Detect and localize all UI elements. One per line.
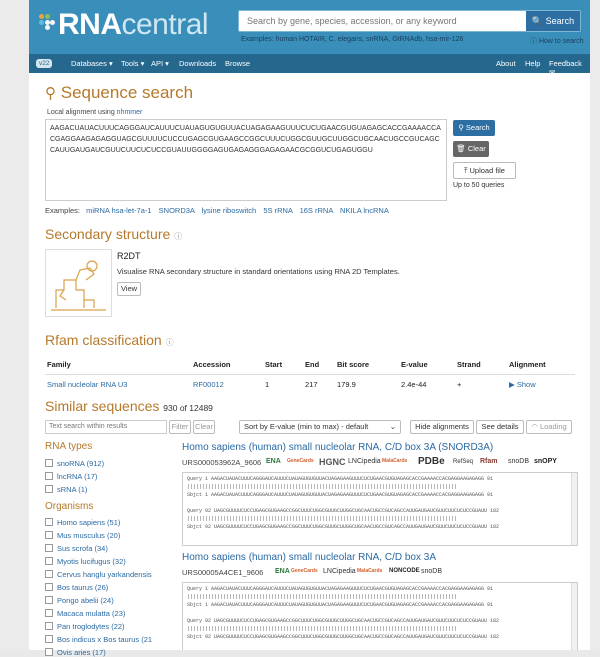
- loading-label: Loading: [539, 422, 567, 431]
- nav-api[interactable]: API ▾: [151, 59, 169, 68]
- secondary-structure-title-text: Secondary structure: [45, 226, 171, 242]
- db-lncipedia-icon[interactable]: LNCipedia: [348, 458, 381, 465]
- rfam-strand: +: [457, 380, 462, 389]
- site-header: [29, 0, 590, 54]
- checkbox[interactable]: [45, 518, 53, 526]
- sort-select[interactable]: [239, 420, 401, 434]
- checkbox[interactable]: [45, 583, 53, 591]
- nav-about[interactable]: About: [496, 59, 516, 68]
- db-genecards-icon[interactable]: GeneCards: [287, 458, 314, 464]
- checkbox[interactable]: [45, 596, 53, 604]
- db-snopy-icon[interactable]: snOPY: [534, 458, 557, 465]
- nav-databases-label: Databases: [71, 59, 107, 68]
- facet-organism-label: Macaca mulatta (23): [57, 609, 126, 618]
- r2dt-name: R2DT: [117, 251, 141, 261]
- checkbox[interactable]: [45, 609, 53, 617]
- rna-types-facet-title: RNA types: [45, 441, 93, 452]
- upload-icon: ⤒: [464, 166, 468, 175]
- rfam-family-link[interactable]: Small nucleolar RNA U3: [47, 380, 128, 389]
- alignment-line: Query 92 UAGCGUUUUCUCCUGAGCGUGAAGCCGGCUUUCUGGCGUUGCUUGGCUGCAACUGCCGUCAGCCAUUGAUGAUCGUUCUUCUCUCCGUAUU 182: [187, 618, 500, 624]
- col-accession: Accession: [191, 357, 263, 375]
- how-to-search-label: How to search: [538, 38, 584, 45]
- rfam-show-alignment-label: Show: [516, 380, 536, 389]
- facet-organism[interactable]: [45, 648, 106, 657]
- play-icon: ▶: [509, 380, 515, 389]
- checkbox[interactable]: [45, 648, 53, 656]
- facet-organism-label: Homo sapiens (51): [57, 518, 121, 527]
- col-end: End: [303, 357, 335, 375]
- rfam-table: [45, 357, 575, 394]
- alignment-box[interactable]: [182, 582, 578, 650]
- alignment-scrollbar[interactable]: [571, 473, 577, 545]
- col-alignment: Alignment: [507, 357, 575, 375]
- db-rfam-icon[interactable]: Rfam: [480, 458, 498, 465]
- nhmmer-link[interactable]: nhmmer: [116, 109, 143, 116]
- search-examples-label: Examples:: [241, 36, 274, 43]
- facet-organism-label: Pan troglodytes (22): [57, 622, 125, 631]
- example-lysine-riboswitch[interactable]: lysine riboswitch: [201, 206, 257, 215]
- db-hgnc-icon[interactable]: HGNC: [319, 457, 346, 467]
- table-row: [45, 375, 575, 395]
- checkbox[interactable]: [45, 544, 53, 552]
- rfam-end: 217: [305, 380, 318, 389]
- similar-sequences-title: [45, 398, 213, 414]
- facet-organism[interactable]: [45, 596, 114, 605]
- nav-api-label: API: [151, 59, 164, 68]
- search-icon: ⚲: [458, 123, 464, 132]
- facet-rna-type-label: snoRNA (912): [57, 459, 105, 468]
- right-margin: [590, 0, 600, 650]
- col-evalue: E-value: [399, 357, 455, 375]
- facet-organism-label: Bos indicus x Bos taurus (21: [57, 635, 153, 644]
- facet-organism[interactable]: [45, 583, 108, 592]
- filter-input[interactable]: Text search within results: [45, 420, 167, 434]
- nav-browse[interactable]: Browse: [225, 59, 251, 68]
- help-icon[interactable]: ⓘ: [174, 232, 183, 241]
- rfam-accession-link[interactable]: RF00012: [193, 380, 224, 389]
- alignment-line: [187, 499, 573, 507]
- alignment-line: Sbjct 1 AAGACUAUACUUUCAGGGAUCAUUUCUAUAGUGUGUUACUAGAGAAGUUUCUCUGAACGUGUAGAGCACCGAAAACCACGAGGAAGAGAGG 91: [187, 602, 494, 608]
- example-mirna[interactable]: miRNA hsa-let-7a-1: [86, 206, 152, 215]
- rnacentral-logo-icon: [39, 14, 55, 30]
- rna-structure-icon: [46, 250, 113, 318]
- db-genecards-icon[interactable]: GeneCards: [291, 568, 318, 574]
- col-family: Family: [45, 357, 191, 375]
- alignment-line: ||||||||||||||||||||||||||||||||||||||||||||||||||||||||||||||||||||||||||||||||||||||||||: [187, 516, 458, 522]
- upload-file-button-label: Upload file: [469, 166, 505, 175]
- similar-count: 930 of 12489: [163, 403, 213, 413]
- filter-button[interactable]: Filter: [169, 420, 191, 434]
- facet-organism[interactable]: [45, 544, 108, 553]
- trash-icon: 🗑: [456, 144, 466, 153]
- alignment-scrollbar[interactable]: [571, 583, 577, 650]
- db-malacards-icon[interactable]: MalaCards: [382, 458, 408, 464]
- alignment-line: Query 1 AAGACUAUACUUUCAGGGAUCAUUUCUAUAGUGUGUUACUAGAGAAGUUUCUCUGAACGUGUAGAGCACCGAAAACCACGAGGAAGAGAGG 91: [187, 586, 494, 592]
- help-icon[interactable]: ⓘ: [165, 338, 174, 347]
- facet-rna-type[interactable]: [45, 485, 87, 494]
- global-search-button[interactable]: [526, 11, 580, 31]
- search-examples: [241, 36, 463, 43]
- sequence-examples-label: Examples:: [45, 206, 81, 215]
- up-to-queries: Up to 50 queries: [453, 182, 505, 189]
- version-badge: v22: [36, 59, 52, 68]
- db-ena-icon[interactable]: ENA: [275, 568, 290, 575]
- secondary-structure-title: [45, 226, 182, 242]
- facet-organism[interactable]: [45, 609, 125, 618]
- alignment-line: ||||||||||||||||||||||||||||||||||||||||||||||||||||||||||||||||||||||||||||||||||||||||||: [187, 594, 458, 600]
- logo-central-text: central: [121, 8, 209, 41]
- facet-organism-label: Bos taurus (26): [57, 583, 109, 592]
- how-to-search-link[interactable]: [530, 36, 584, 46]
- facet-organism[interactable]: [45, 635, 152, 644]
- checkbox[interactable]: [45, 622, 53, 630]
- sort-select-value: Sort by E-value (min to max) - default: [244, 422, 369, 431]
- result-urs[interactable]: URS000053962A_9606: [182, 458, 262, 467]
- db-snodb-icon[interactable]: snoDB: [508, 458, 530, 465]
- rfam-title-text: Rfam classification: [45, 332, 162, 348]
- facet-organism-label: Myotis lucifugus (32): [57, 557, 126, 566]
- hide-alignments-button[interactable]: Hide alignments: [410, 420, 474, 434]
- checkbox[interactable]: [45, 472, 53, 480]
- search-examples-links[interactable]: human HOTAIR, C. elegans, snRNA, GtRNAdb, hsa-mir-126: [275, 36, 464, 43]
- alignment-line: Query 1 AAGACUAUACUUUCAGGGAUCAUUUCUAUAGUGUGUUACUAGAGAAGUUUCUCUGAACGUGUAGAGCACCGAAAACCACGAGGAAGAGAGG 91: [187, 476, 494, 482]
- facet-organism-label: Sus scrofa (34): [57, 544, 108, 553]
- facet-organism-label: Cervus hanglu yarkandensis: [57, 570, 152, 579]
- organisms-facet-list: [45, 515, 175, 655]
- alignment-line: Sbjct 1 AAGACUAUACUUUCAGGGAUCAUUUCUAUAGUGUGUUACUAGAGAAGUUUCUCUGAACGUGUAGAGCACCGAAAACCACGAGGAAGAGAGG 91: [187, 492, 494, 498]
- alignment-line: ||||||||||||||||||||||||||||||||||||||||||||||||||||||||||||||||||||||||||||||||||||||||||: [187, 484, 458, 490]
- checkbox[interactable]: [45, 459, 53, 467]
- result-urs[interactable]: URS00005A4CE1_9606: [182, 568, 264, 577]
- facet-rna-type-label: lncRNA (17): [57, 472, 98, 481]
- global-search-input[interactable]: [239, 11, 525, 31]
- main-nav: [29, 54, 590, 73]
- upload-file-button[interactable]: [453, 162, 516, 179]
- facet-organism-label: Ovis aries (17): [57, 648, 106, 657]
- local-alignment-note: [47, 109, 142, 116]
- example-snord3a[interactable]: SNORD3A: [158, 206, 195, 215]
- rfam-start: 1: [265, 380, 270, 389]
- example-nkila-lncrna[interactable]: NKILA lncRNA: [340, 206, 389, 215]
- sequence-examples: [45, 206, 389, 215]
- sequence-search-button[interactable]: [453, 120, 495, 136]
- search-icon: 🔍: [531, 16, 544, 26]
- facet-organism[interactable]: [45, 531, 120, 540]
- help-circle-icon: ⓘ: [530, 38, 537, 45]
- rfam-title: [45, 332, 174, 348]
- result-title-link[interactable]: Homo sapiens (human) small nucleolar RNA, C/D box 3A (SNORD3A): [182, 442, 494, 453]
- loading-indicator: [526, 420, 572, 434]
- alignment-box[interactable]: [182, 472, 578, 546]
- example-16s-rrna[interactable]: 16S rRNA: [299, 206, 333, 215]
- nav-tools-label: Tools: [121, 59, 139, 68]
- facet-organism[interactable]: [45, 622, 125, 631]
- spinner-icon: ◠: [531, 422, 538, 431]
- sequence-textarea[interactable]: AAGACUAUACUUUCAGGGAUCAUUUCUAUAGUGUGUUACUAGAGAAGUUUCUCUGAACGUGUAGAGCACCGAAAACCACGAGGAAGAGAGGUAGCGUUUUCUCCUGAGCGUGAAGCCGGCUUUCUGGCGUUGCUUGGCUGCAACUGCCGUCAGCCAUUGAUGAUCGUUCUUCUCUCCGUAUUGGGGAGUGAGAGGGAGAGAACGCGGUCUGAGUGGU: [45, 119, 447, 201]
- db-refseq-icon[interactable]: RefSeq: [453, 459, 474, 465]
- organisms-facet-title: Organisms: [45, 501, 94, 512]
- sequence-search-button-label: Search: [465, 123, 490, 132]
- left-margin: [0, 0, 29, 650]
- similar-sequences-title-text: Similar sequences: [45, 398, 160, 414]
- facet-organism-label: Pongo abelii (24): [57, 596, 114, 605]
- r2dt-view-button[interactable]: View: [117, 282, 141, 296]
- db-noncode-icon[interactable]: NONCODE: [389, 568, 420, 574]
- db-malacards-icon[interactable]: MalaCards: [357, 568, 383, 574]
- checkbox[interactable]: [45, 485, 53, 493]
- facet-organism[interactable]: [45, 570, 152, 579]
- local-alignment-prefix: Local alignment using: [47, 109, 115, 116]
- facet-rna-type[interactable]: [45, 472, 97, 481]
- sequence-search-title-text: Sequence search: [60, 83, 194, 102]
- facet-organism[interactable]: [45, 557, 126, 566]
- nav-tools[interactable]: Tools ▾: [121, 59, 145, 68]
- global-search: [238, 10, 581, 32]
- nav-databases[interactable]: Databases ▾: [71, 59, 113, 68]
- col-strand: Strand: [455, 357, 507, 375]
- checkbox[interactable]: [45, 557, 53, 565]
- checkbox[interactable]: [45, 635, 53, 643]
- global-search-button-label: Search: [545, 16, 575, 26]
- r2dt-description: Visualise RNA secondary structure in standard orientations using RNA 2D Templates.: [117, 267, 400, 276]
- r2dt-thumbnail: [45, 249, 112, 317]
- rnacentral-logo[interactable]: [39, 8, 208, 42]
- rfam-header-row: [45, 357, 575, 375]
- result-title-link[interactable]: Homo sapiens (human) small nucleolar RNA, C/D box 3A: [182, 552, 436, 563]
- clear-button-label: Clear: [467, 144, 486, 153]
- alignment-line: ||||||||||||||||||||||||||||||||||||||||||||||||||||||||||||||||||||||||||||||||||||||||||: [187, 626, 458, 632]
- filter-clear-button[interactable]: Clear: [193, 420, 215, 434]
- db-ena-icon[interactable]: ENA: [266, 458, 281, 465]
- facet-organism-label: Mus musculus (20): [57, 531, 121, 540]
- clear-button[interactable]: [453, 141, 489, 157]
- rfam-show-alignment[interactable]: [507, 375, 575, 395]
- checkbox[interactable]: [45, 570, 53, 578]
- db-lncipedia-icon[interactable]: LNCipedia: [323, 568, 356, 575]
- logo-rna-text: RNA: [58, 8, 122, 41]
- search-icon: ⚲: [45, 85, 56, 102]
- chevron-down-icon: ⌄: [389, 422, 396, 431]
- rfam-evalue: 2.4e-44: [401, 380, 427, 389]
- alignment-line: Sbjct 92 UAGCGUUUUCUCCUGAGCGUGAAGCCGGCUUUCUGGCGUUGCUUGGCUGCAACUGCCGUCAGCCAUUGAUGAUCGUUCUUCUCUCCGUAUU 182: [187, 634, 500, 640]
- alignment-line: Query 92 UAGCGUUUUCUCCUGAGCGUGAAGCCGGCUUUCUGGCGUUGCUUGGCUGCAACUGCCGUCAGCCAUUGAUGAUCGUUCUUCUCUCCGUAUU 182: [187, 508, 500, 514]
- db-pdbe-icon[interactable]: PDBe: [418, 456, 445, 467]
- col-start: Start: [263, 357, 303, 375]
- rfam-bit-score: 179.9: [337, 380, 356, 389]
- alignment-line: Sbjct 92 UAGCGUUUUCUCCUGAGCGUGAAGCCGGCUUUCUGGCGUUGCUUGGCUGCAACUGCCGUCAGCCAUUGAUGAUCGUUCUUCUCUCCGUAUU 182: [187, 524, 500, 530]
- checkbox[interactable]: [45, 531, 53, 539]
- nav-help[interactable]: Help: [525, 59, 541, 68]
- example-5s-rrna[interactable]: 5S rRNA: [263, 206, 293, 215]
- nav-feedback-label: Feedback: [549, 59, 582, 68]
- facet-rna-type[interactable]: [45, 459, 104, 468]
- db-snodb-icon[interactable]: snoDB: [421, 568, 443, 575]
- sequence-search-title: [45, 83, 193, 103]
- facet-rna-type-label: sRNA (1): [57, 485, 88, 494]
- nav-downloads[interactable]: Downloads: [179, 59, 217, 68]
- facet-organism[interactable]: [45, 518, 120, 527]
- col-bit-score: Bit score: [335, 357, 399, 375]
- alignment-line: [187, 609, 573, 617]
- see-details-button[interactable]: See details: [476, 420, 524, 434]
- main-content: [29, 73, 590, 657]
